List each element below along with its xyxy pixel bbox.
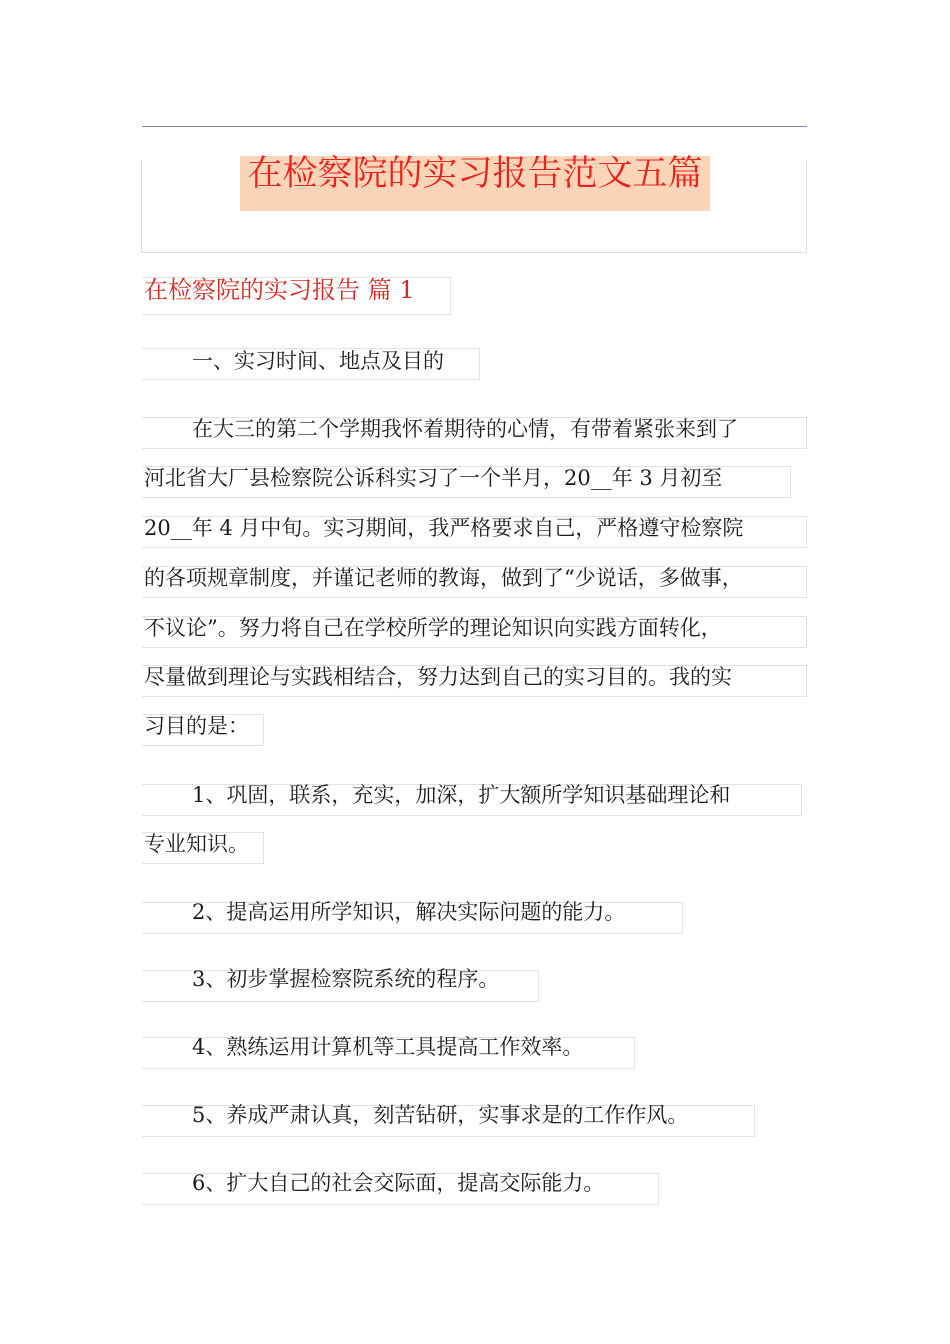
section-heading: 在检察院的实习报告 篇 1 [144, 276, 415, 304]
list-item: 2、提高运用所学知识，解决实际问题的能力。 [192, 900, 626, 924]
paragraph-line: 习目的是： [144, 714, 249, 738]
paragraph-line: 尽量做到理论与实践相结合，努力达到自己的实习目的。我的实 [144, 665, 732, 689]
list-item: 3、初步掌握检察院系统的程序。 [192, 967, 500, 991]
list-item: 5、养成严肃认真，刻苦钻研，实事求是的工作作风。 [192, 1103, 689, 1127]
paragraph-line: 不议论”。努力将自己在学校所学的理论知识向实践方面转化， [144, 616, 722, 640]
top-rule [142, 126, 807, 127]
paragraph-line: 河北省大厂县检察院公诉科实习了一个半月，20__年 3 月初至 [144, 466, 723, 490]
list-item: 6、扩大自己的社会交际面，提高交际能力。 [192, 1171, 605, 1195]
paragraph-line: 的各项规章制度，并谨记老师的教诲，做到了“少说话，多做事， [144, 566, 743, 590]
paragraph-line: 20__年 4 月中旬。实习期间，我严格要求自己，严格遵守检察院 [144, 516, 744, 540]
document-title: 在检察院的实习报告范文五篇 [247, 154, 703, 194]
list-item: 4、熟练运用计算机等工具提高工作效率。 [192, 1035, 584, 1059]
paragraph-line: 在大三的第二个学期我怀着期待的心情，有带着紧张来到了 [192, 417, 738, 441]
subheading: 一、实习时间、地点及目的 [192, 349, 444, 373]
list-item-line: 1、巩固，联系，充实，加深，扩大额所学知识基础理论和 [192, 783, 731, 807]
list-item-line: 专业知识。 [144, 832, 249, 856]
